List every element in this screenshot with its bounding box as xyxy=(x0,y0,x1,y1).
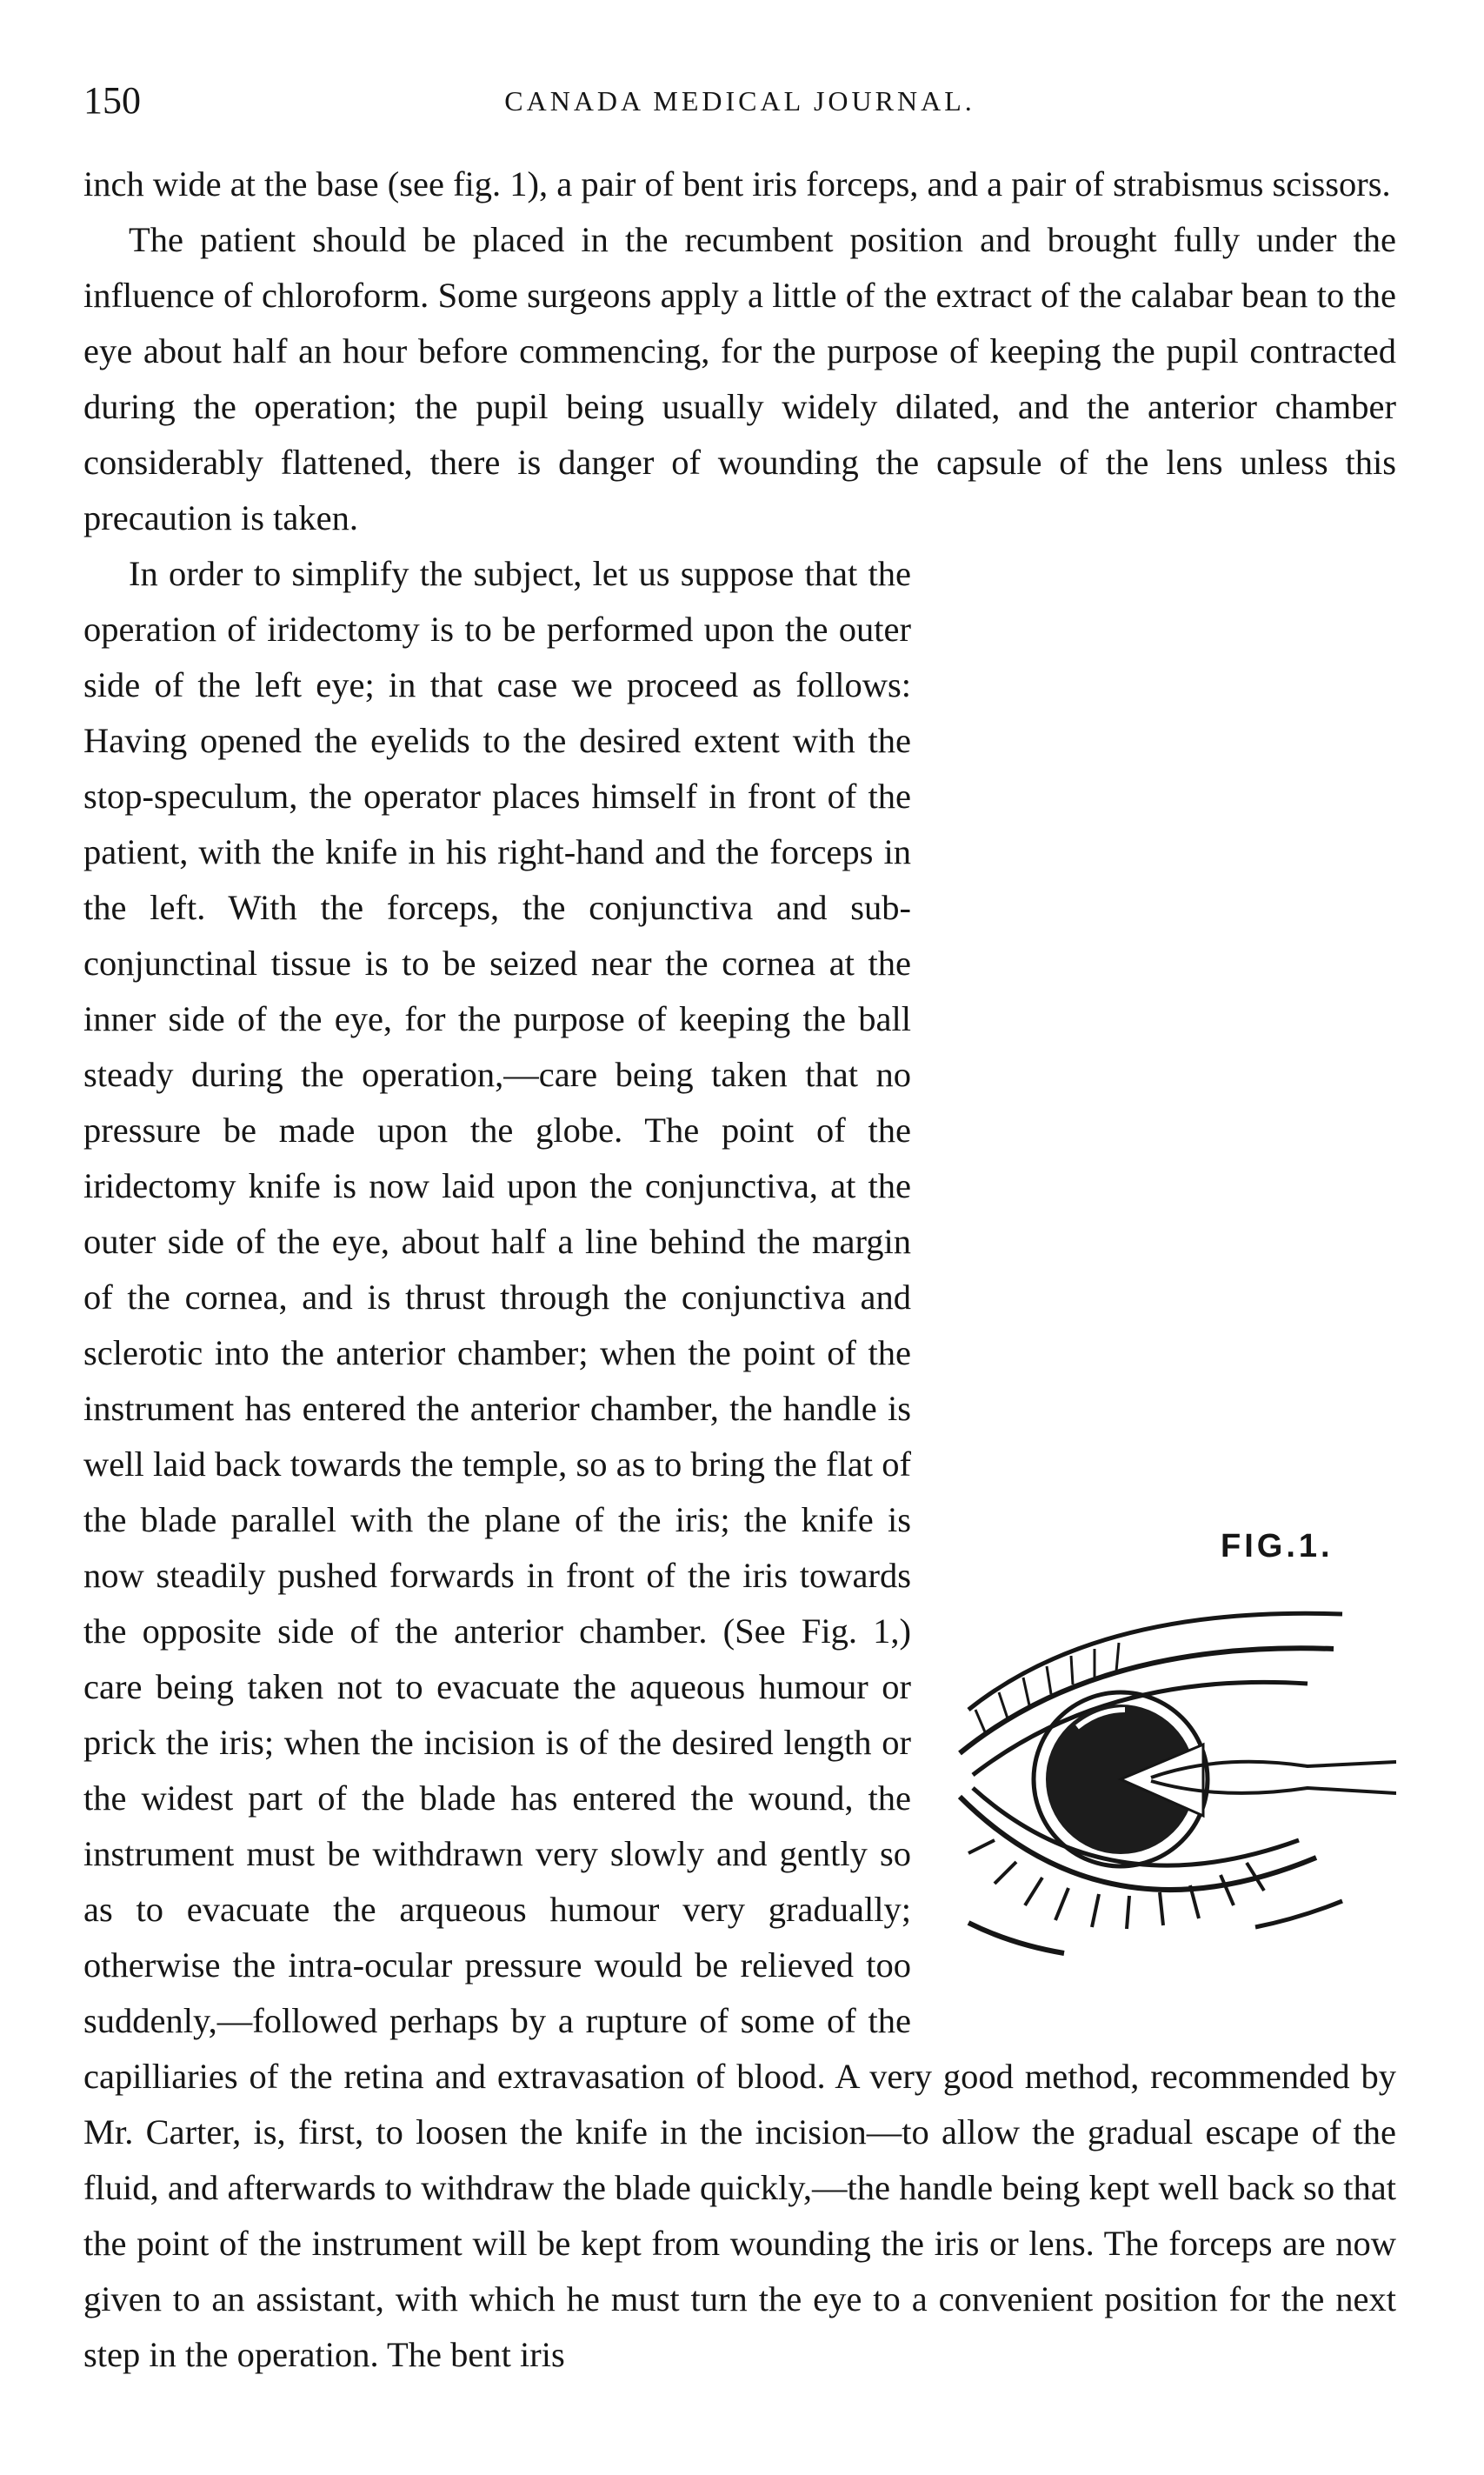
paragraph-2: The patient should be placed in the recumbent position and brought fully under the influence of chloroform. Some surgeons apply a little of the extract of the calabar bean to the eye about half an hour before commencing, for the purpose of keeping the pupil contracted during the operation; the pupil being usually widely dilated, and the anterior chamber considerably flattened, there is danger of wounding the capsule of the lens unless this precaution is taken. xyxy=(83,220,1396,537)
running-head: CANADA MEDICAL JOURNAL. xyxy=(504,85,975,117)
paragraph-3: In order to simplify the subject, let us suppose that the operation of iridectomy is to be performed upon the outer side of the left eye; in that case we proceed as follows: Having opened the eyelids to the desired extent with the stop-speculum, the operator places himself in front of the patient, with the knife in his right-hand and the forceps in the left. With the forceps, the conjunctiva and sub-conjunctinal tissue is to be seized near the cornea at the inner side of the eye, for the purpose of keeping the ball steady during the operation,—care being taken that no pressure be made upon the globe. The point of the iridectomy knife is now laid upon the conjunctiva, at the outer side of the eye, about half a line behind the margin of the cornea, and is thrust through the conjunctiva and sclerotic into the anterior chamber; when the point of the instrument has entered the anterior chamber, the handle is well laid back towards the temple, so as to bring the flat of the blade parallel with the plane of the iris; the knife is now steadily pushed forwards in front of the iris towards the opposite side of the anterior chamber. (See Fig. 1,) care being taken not to evacuate the aqueous humour or prick the iris; when the incision is of the desired length or the widest part of the blade has entered the wound, the instrument must be withdrawn very slowly and gently so as to evacuate the arqueous humour very gradually; otherwise the intra-ocular pressure would be relieved too suddenly,—followed perhaps by a rupture of some of the capilliaries of the retina and extravasation of blood. A very good method, recommended by Mr. Carter, is, first, to loosen the knife in the incision—to allow the gradual escape of the fluid, and afterwards to withdraw the blade quickly,—the handle being kept well back so that the point of the instrument will be kept from wounding the iris or lens. The forceps are now given to an assistant, with which he must turn the eye to a convenient position for the next step in the operation. The bent iris xyxy=(83,554,1396,2374)
figure-label: FIG.1. xyxy=(1221,1528,1334,1564)
paragraph-1: inch wide at the base (see fig. 1), a pair of bent iris forceps, and a pair of strabismus scissors. xyxy=(83,164,1391,203)
paragraph-3-block xyxy=(83,546,1396,2383)
page-number: 150 xyxy=(83,79,141,122)
body-text xyxy=(83,157,1396,2383)
eye-illustration xyxy=(934,1579,1396,1988)
figure-1 xyxy=(934,1517,1396,2000)
page-header xyxy=(83,75,1396,127)
